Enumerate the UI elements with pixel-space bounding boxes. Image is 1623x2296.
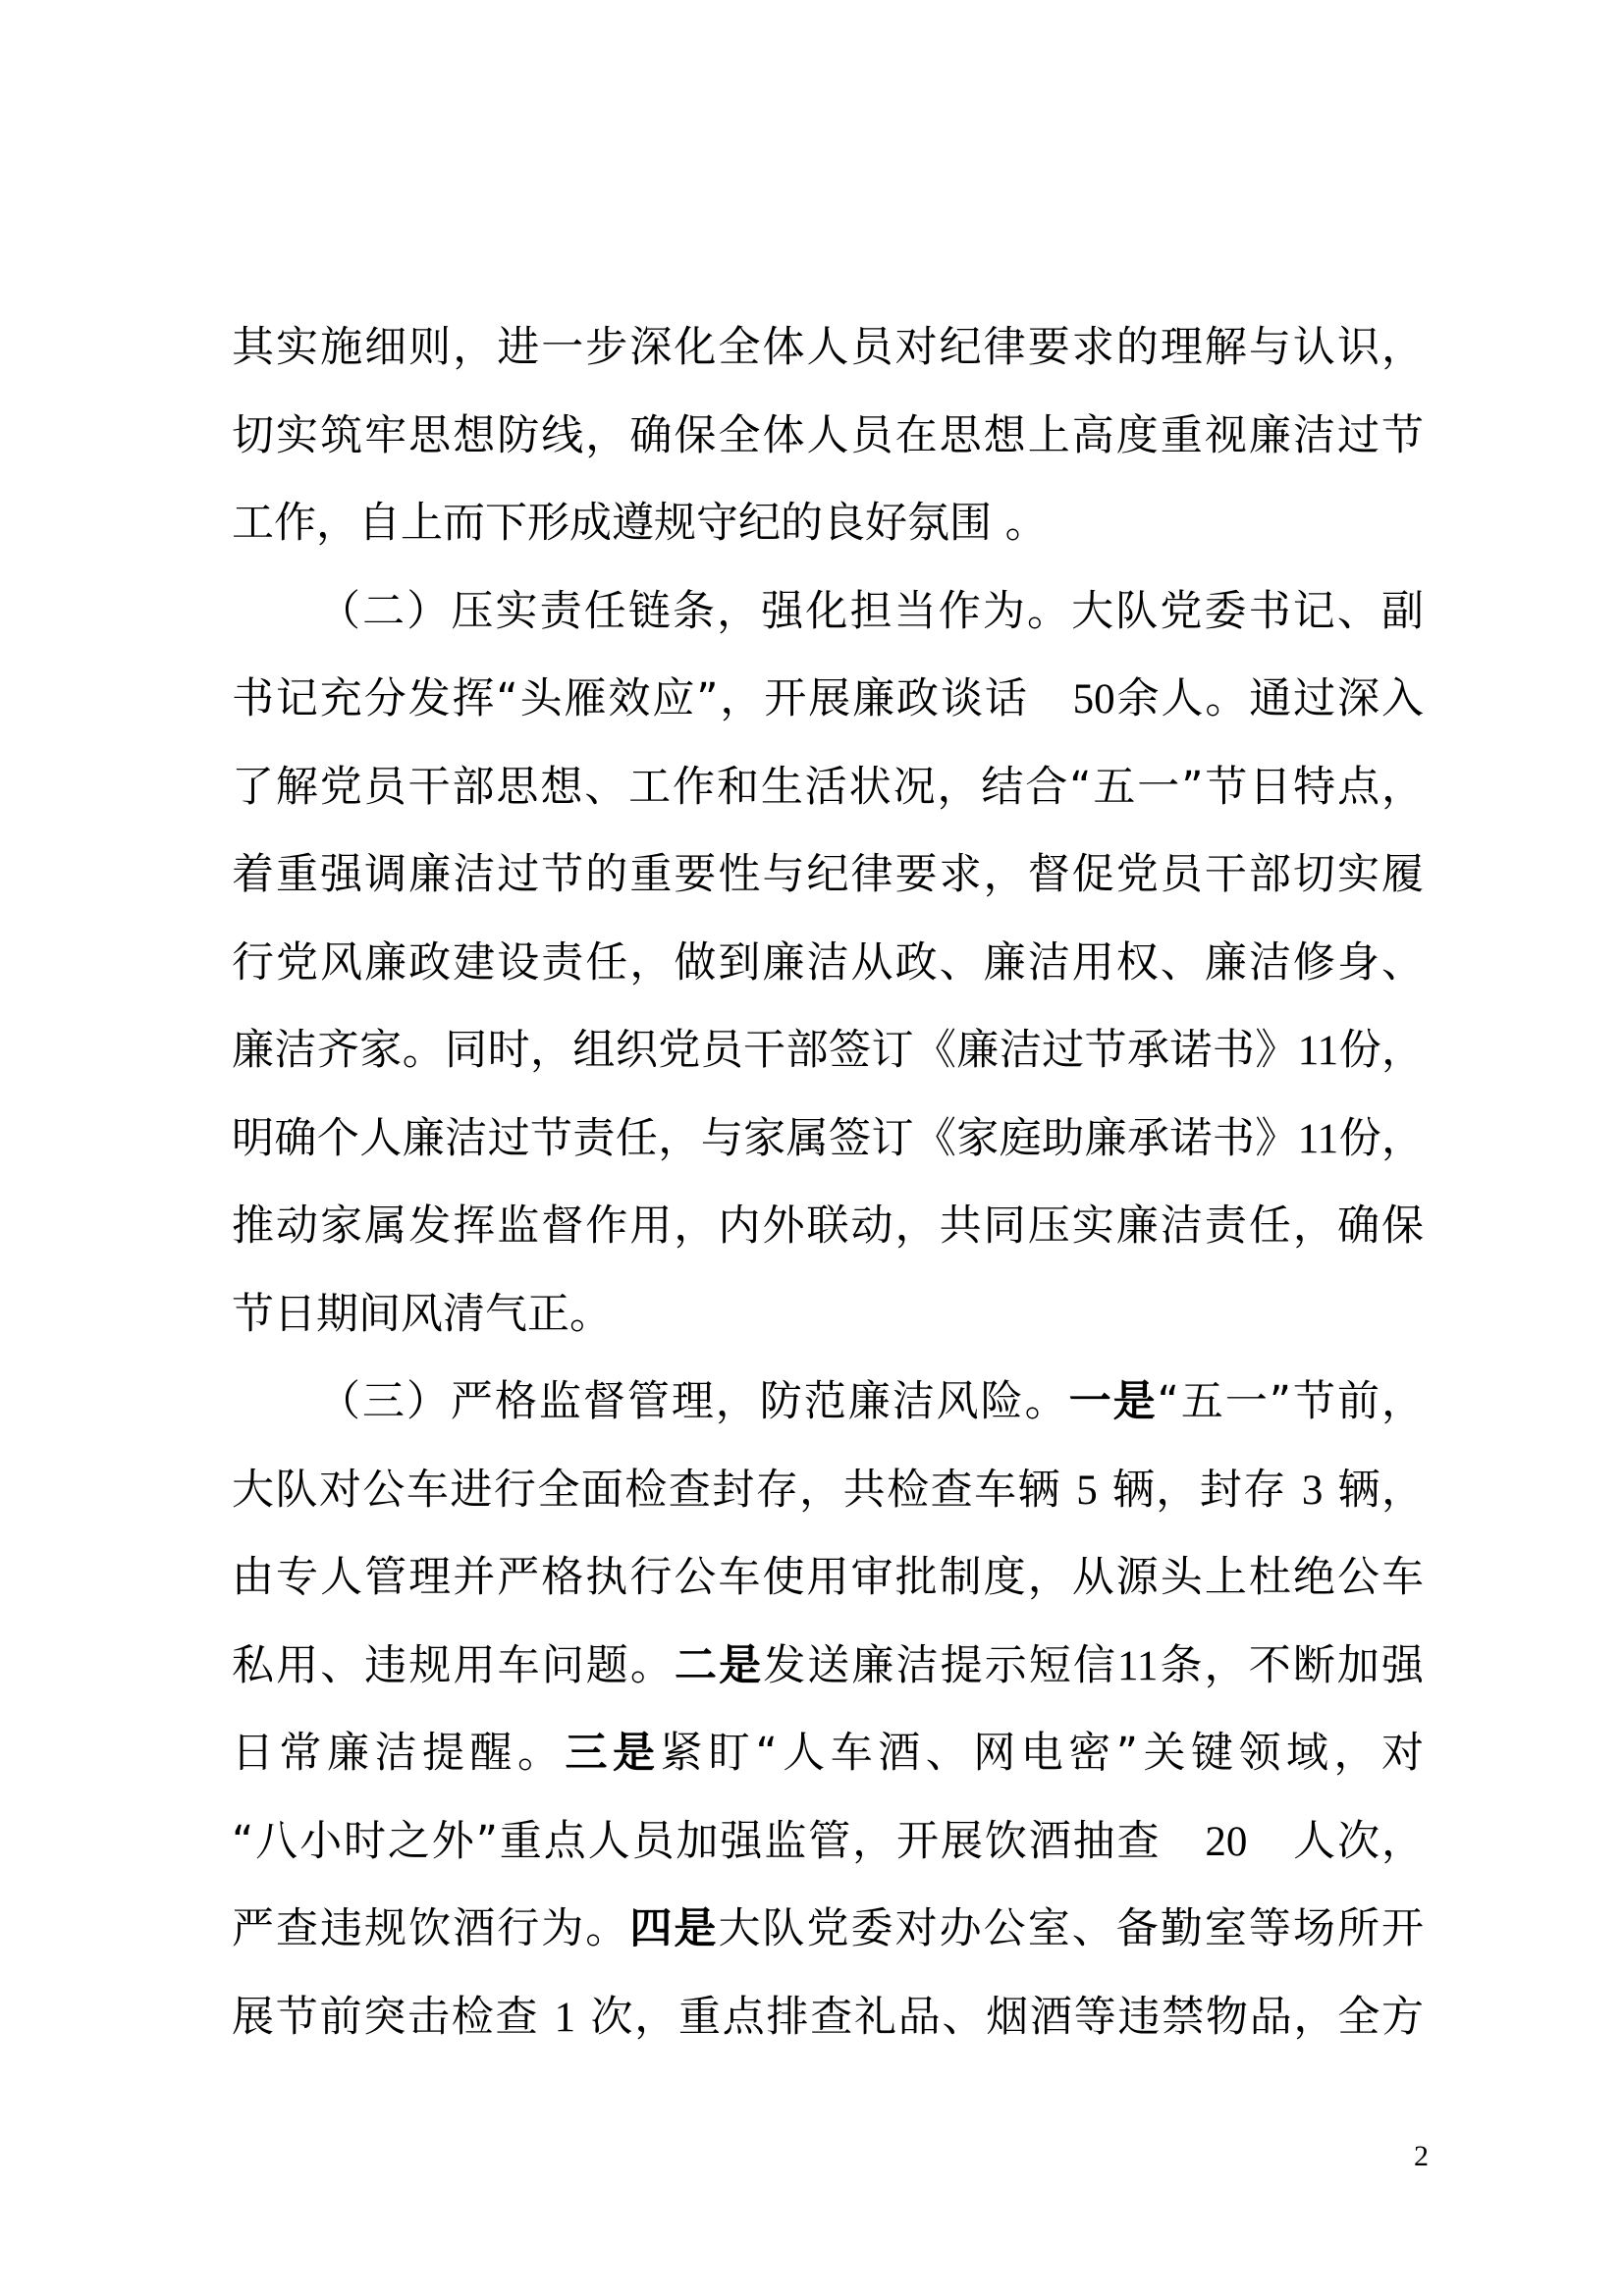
text-line bbox=[232, 480, 1424, 568]
text-segment: 大队党委对办公室、备勤室等场所开 bbox=[718, 1904, 1425, 1953]
text-segment: 大队对公车进行全面检查封存，共检查车辆 bbox=[232, 1465, 1077, 1515]
text-segment: 辆，封存 bbox=[1097, 1465, 1302, 1515]
text-line bbox=[232, 1886, 1424, 1974]
text-line bbox=[232, 1359, 1424, 1447]
text-line bbox=[232, 1710, 1424, 1798]
text-segment: 书记充分发挥“头雁效应”，开展廉政谈话 bbox=[232, 674, 1073, 723]
text-segment: 人次， bbox=[1247, 1816, 1424, 1866]
text-segment: 份， bbox=[1338, 1026, 1425, 1075]
text-line bbox=[232, 568, 1424, 657]
text-segment: 明确个人廉洁过节责任，与家属签订《家庭助廉承诺书》 bbox=[232, 1113, 1298, 1163]
text-segment: 条，不断加强 bbox=[1158, 1640, 1425, 1690]
text-segment: （二）压实责任链条，强化担当作为。大队党委书记、副 bbox=[318, 586, 1424, 636]
text-line bbox=[232, 1974, 1424, 2062]
text-segment: 廉洁齐家。同时，组织党员干部签订《廉洁过节承诺书》 bbox=[232, 1026, 1298, 1075]
text-segment: 严查违规饮酒行为。 bbox=[232, 1904, 630, 1953]
text-line bbox=[232, 393, 1424, 481]
bold-lead-text: 三是 bbox=[565, 1729, 661, 1778]
text-line bbox=[232, 1798, 1424, 1887]
bold-lead-text: 四是 bbox=[629, 1904, 719, 1953]
bold-lead-text: 一是 bbox=[1068, 1377, 1158, 1426]
text-segment: 了解党员干部思想、工作和生活状况，结合“五一”节日特点， bbox=[232, 762, 1424, 812]
text-line bbox=[232, 744, 1424, 832]
text-segment: 展节前突击检查 bbox=[232, 1992, 555, 2042]
text-segment: 50 bbox=[1072, 676, 1115, 722]
text-segment: 着重强调廉洁过节的重要性与纪律要求，督促党员干部切实履 bbox=[232, 850, 1424, 899]
page-number: 2 bbox=[1414, 2140, 1429, 2172]
text-line bbox=[232, 1007, 1424, 1095]
text-segment: 行党风廉政建设责任，做到廉洁从政、廉洁用权、廉洁修身、 bbox=[232, 937, 1424, 988]
text-segment: 3 bbox=[1301, 1467, 1324, 1514]
text-segment: “五一”节前， bbox=[1157, 1377, 1425, 1426]
text-segment: 工作，自上而下形成遵规守纪的良好氛围 。 bbox=[232, 499, 1048, 548]
text-line bbox=[232, 920, 1424, 1008]
text-segment: 节日期间风清气正。 bbox=[232, 1289, 612, 1339]
text-segment: 11 bbox=[1297, 1028, 1339, 1074]
text-segment: “八小时之外”重点人员加强监管，开展饮酒抽查 bbox=[232, 1816, 1206, 1866]
text-line bbox=[232, 1271, 1424, 1360]
text-segment: 切实筑牢思想防线，确保全体人员在思想上高度重视廉洁过节 bbox=[232, 410, 1424, 460]
text-segment: 紧盯“人车酒、网电密”关键领域，对 bbox=[660, 1729, 1424, 1778]
text-segment: 份， bbox=[1338, 1113, 1425, 1163]
text-segment: 5 bbox=[1076, 1467, 1098, 1514]
text-segment: 11 bbox=[1117, 1642, 1159, 1689]
text-line bbox=[232, 656, 1424, 744]
text-segment: 1 bbox=[554, 1994, 576, 2041]
paragraph bbox=[232, 304, 1424, 568]
document-body bbox=[232, 304, 1424, 2061]
text-line bbox=[232, 304, 1424, 393]
text-segment: 其实施细则，进一步深化全体人员对纪律要求的理解与认识， bbox=[232, 323, 1424, 372]
text-segment: 私用、违规用车问题。 bbox=[232, 1640, 675, 1690]
paragraph bbox=[232, 568, 1424, 1360]
text-line bbox=[232, 1447, 1424, 1535]
text-segment: 次，重点排查礼品、烟酒等违禁物品，全方 bbox=[575, 1992, 1424, 2042]
text-segment: 发送廉洁提示短信 bbox=[763, 1640, 1118, 1690]
text-segment: （三）严格监督管理，防范廉洁风险。 bbox=[318, 1377, 1069, 1426]
text-line bbox=[232, 1534, 1424, 1623]
paragraph bbox=[232, 1359, 1424, 2061]
text-segment: 20 bbox=[1205, 1818, 1248, 1865]
text-segment: 日常廉洁提醒。 bbox=[232, 1729, 566, 1778]
text-segment: 推动家属发挥监督作用，内外联动，共同压实廉洁责任，确保 bbox=[232, 1201, 1424, 1251]
text-segment: 辆， bbox=[1323, 1465, 1425, 1515]
text-segment: 11 bbox=[1297, 1115, 1339, 1162]
text-line bbox=[232, 831, 1424, 920]
text-line bbox=[232, 1095, 1424, 1184]
bold-lead-text: 二是 bbox=[675, 1640, 764, 1690]
text-line bbox=[232, 1183, 1424, 1271]
text-line bbox=[232, 1623, 1424, 1711]
text-segment: 由专人管理并严格执行公车使用审批制度，从源头上杜绝公车 bbox=[232, 1553, 1424, 1602]
text-segment: 余人。通过深入 bbox=[1114, 674, 1424, 723]
